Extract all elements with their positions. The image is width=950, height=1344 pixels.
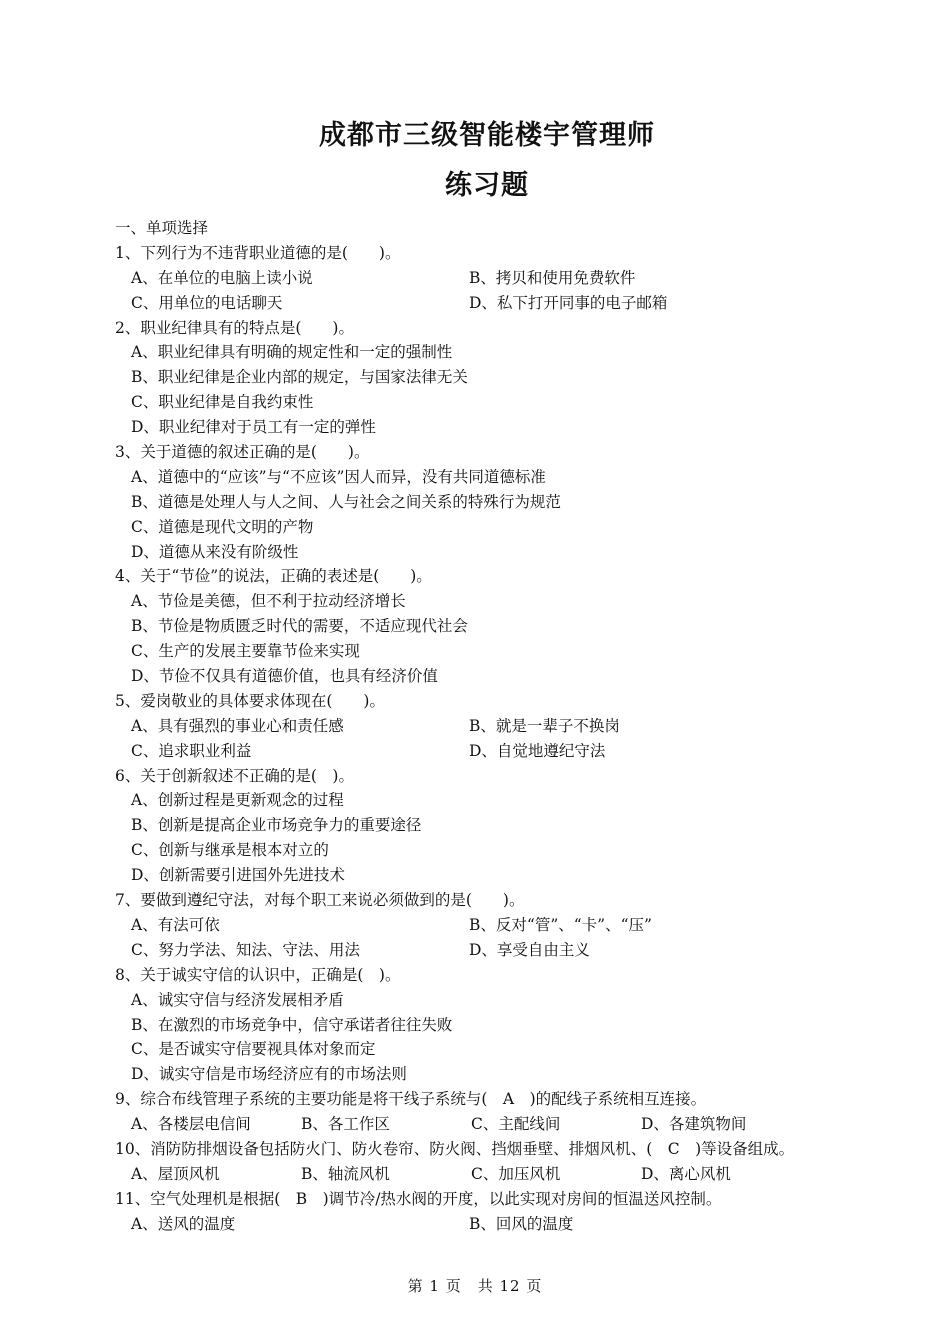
- question-option: C、加压风机: [471, 1164, 561, 1183]
- question-stem: 3、关于道德的叙述正确的是( )。: [115, 443, 370, 462]
- question-option: D、离心风机: [641, 1164, 731, 1183]
- question-option: C、创新与继承是根本对立的: [131, 841, 329, 860]
- option-row: [115, 1162, 905, 1187]
- question-option: A、各楼层电信间: [131, 1115, 251, 1134]
- document-title: 成都市三级智能楼宇管理师: [319, 120, 655, 151]
- question-option: D、享受自由主义: [469, 940, 590, 959]
- document-subtitle: 练习题: [445, 170, 529, 201]
- question-option: C、用单位的电话聊天: [131, 293, 283, 312]
- question-option: B、反对“管”、“卡”、“压”: [469, 915, 652, 934]
- option-row: [115, 291, 905, 316]
- question-option: C、生产的发展主要靠节俭来实现: [131, 642, 360, 661]
- question-option: A、创新过程是更新观念的过程: [131, 791, 344, 810]
- question-option: B、道德是处理人与人之间、人与社会之间关系的特殊行为规范: [131, 492, 561, 511]
- question-option: D、私下打开同事的电子邮箱: [469, 293, 668, 312]
- option-row: [115, 913, 905, 938]
- question-option: A、送风的温度: [131, 1214, 236, 1233]
- question-option: B、回风的温度: [469, 1214, 574, 1233]
- question-option: D、节俭不仅具有道德价值，也具有经济价值: [131, 667, 438, 686]
- question-option: C、追求职业利益: [131, 741, 252, 760]
- question-option: C、是否诚实守信要视具体对象而定: [131, 1040, 376, 1059]
- question-stem: 2、职业纪律具有的特点是( )。: [115, 318, 354, 337]
- question-option: A、具有强烈的事业心和责任感: [131, 716, 344, 735]
- question-option: C、职业纪律是自我约束性: [131, 393, 314, 412]
- question-stem: 6、关于创新叙述不正确的是( )。: [115, 766, 354, 785]
- question-option: D、诚实守信是市场经济应有的市场法则: [131, 1065, 407, 1084]
- question-option: D、创新需要引进国外先进技术: [131, 866, 345, 885]
- question-list: [115, 216, 905, 1237]
- question-option: C、道德是现代文明的产物: [131, 517, 314, 536]
- question-option: C、主配线间: [471, 1115, 561, 1134]
- question-stem: 8、关于诚实守信的认识中，正确是( )。: [115, 965, 401, 984]
- question-option: A、有法可依: [131, 915, 220, 934]
- question-stem: 5、爱岗敬业的具体要求体现在( )。: [115, 691, 385, 710]
- question-option: A、道德中的“应该”与“不应该”因人而异，没有共同道德标准: [131, 467, 546, 486]
- option-row: [115, 938, 905, 963]
- question-option: B、拷贝和使用免费软件: [469, 268, 636, 287]
- question-option: A、职业纪律具有明确的规定性和一定的强制性: [131, 343, 453, 362]
- question-option: D、各建筑物间: [641, 1115, 747, 1134]
- option-row: [115, 1212, 905, 1237]
- question-option: A、诚实守信与经济发展相矛盾: [131, 990, 344, 1009]
- question-option: A、屋顶风机: [131, 1164, 220, 1183]
- question-option: A、节俭是美德，但不利于拉动经济增长: [131, 592, 406, 611]
- option-row: [115, 266, 905, 291]
- section-heading: 一、单项选择: [115, 219, 209, 237]
- question-option: A、在单位的电脑上读小说: [131, 268, 313, 287]
- question-option: D、职业纪律对于员工有一定的弹性: [131, 418, 376, 437]
- question-stem: 1、下列行为不违背职业道德的是( )。: [115, 243, 401, 262]
- question-option: C、努力学法、知法、守法、用法: [131, 940, 360, 959]
- question-option: B、各工作区: [301, 1115, 390, 1134]
- question-stem: 10、消防防排烟设备包括防火门、防火卷帘、防火阀、挡烟垂壁、排烟风机、( C )等设备组成。: [115, 1139, 795, 1158]
- question-option: D、自觉地遵纪守法: [469, 741, 606, 760]
- question-option: B、创新是提高企业市场竞争力的重要途径: [131, 816, 422, 835]
- option-row: [115, 714, 905, 739]
- option-row: [115, 739, 905, 764]
- question-option: B、轴流风机: [301, 1164, 390, 1183]
- question-option: B、在激烈的市场竞争中，信守承诺者往往失败: [131, 1015, 453, 1034]
- question-option: D、道德从来没有阶级性: [131, 542, 299, 561]
- option-row: [115, 1112, 905, 1137]
- question-stem: 9、综合布线管理子系统的主要功能是将干线子系统与( A )的配线子系统相互连接。: [115, 1090, 707, 1109]
- question-option: B、职业纪律是企业内部的规定，与国家法律无关: [131, 368, 468, 387]
- page-footer: 第 1 页 共 12 页: [407, 1277, 543, 1295]
- question-stem: 4、关于“节俭”的说法，正确的表述是( )。: [115, 567, 432, 586]
- question-option: B、节俭是物质匮乏时代的需要，不适应现代社会: [131, 617, 468, 636]
- question-stem: 7、要做到遵纪守法，对每个职工来说必须做到的是( )。: [115, 891, 525, 910]
- question-stem: 11、空气处理机是根据( B )调节冷/热水阀的开度，以此实现对房间的恒温送风控制。: [115, 1189, 722, 1208]
- question-option: B、就是一辈子不换岗: [469, 716, 620, 735]
